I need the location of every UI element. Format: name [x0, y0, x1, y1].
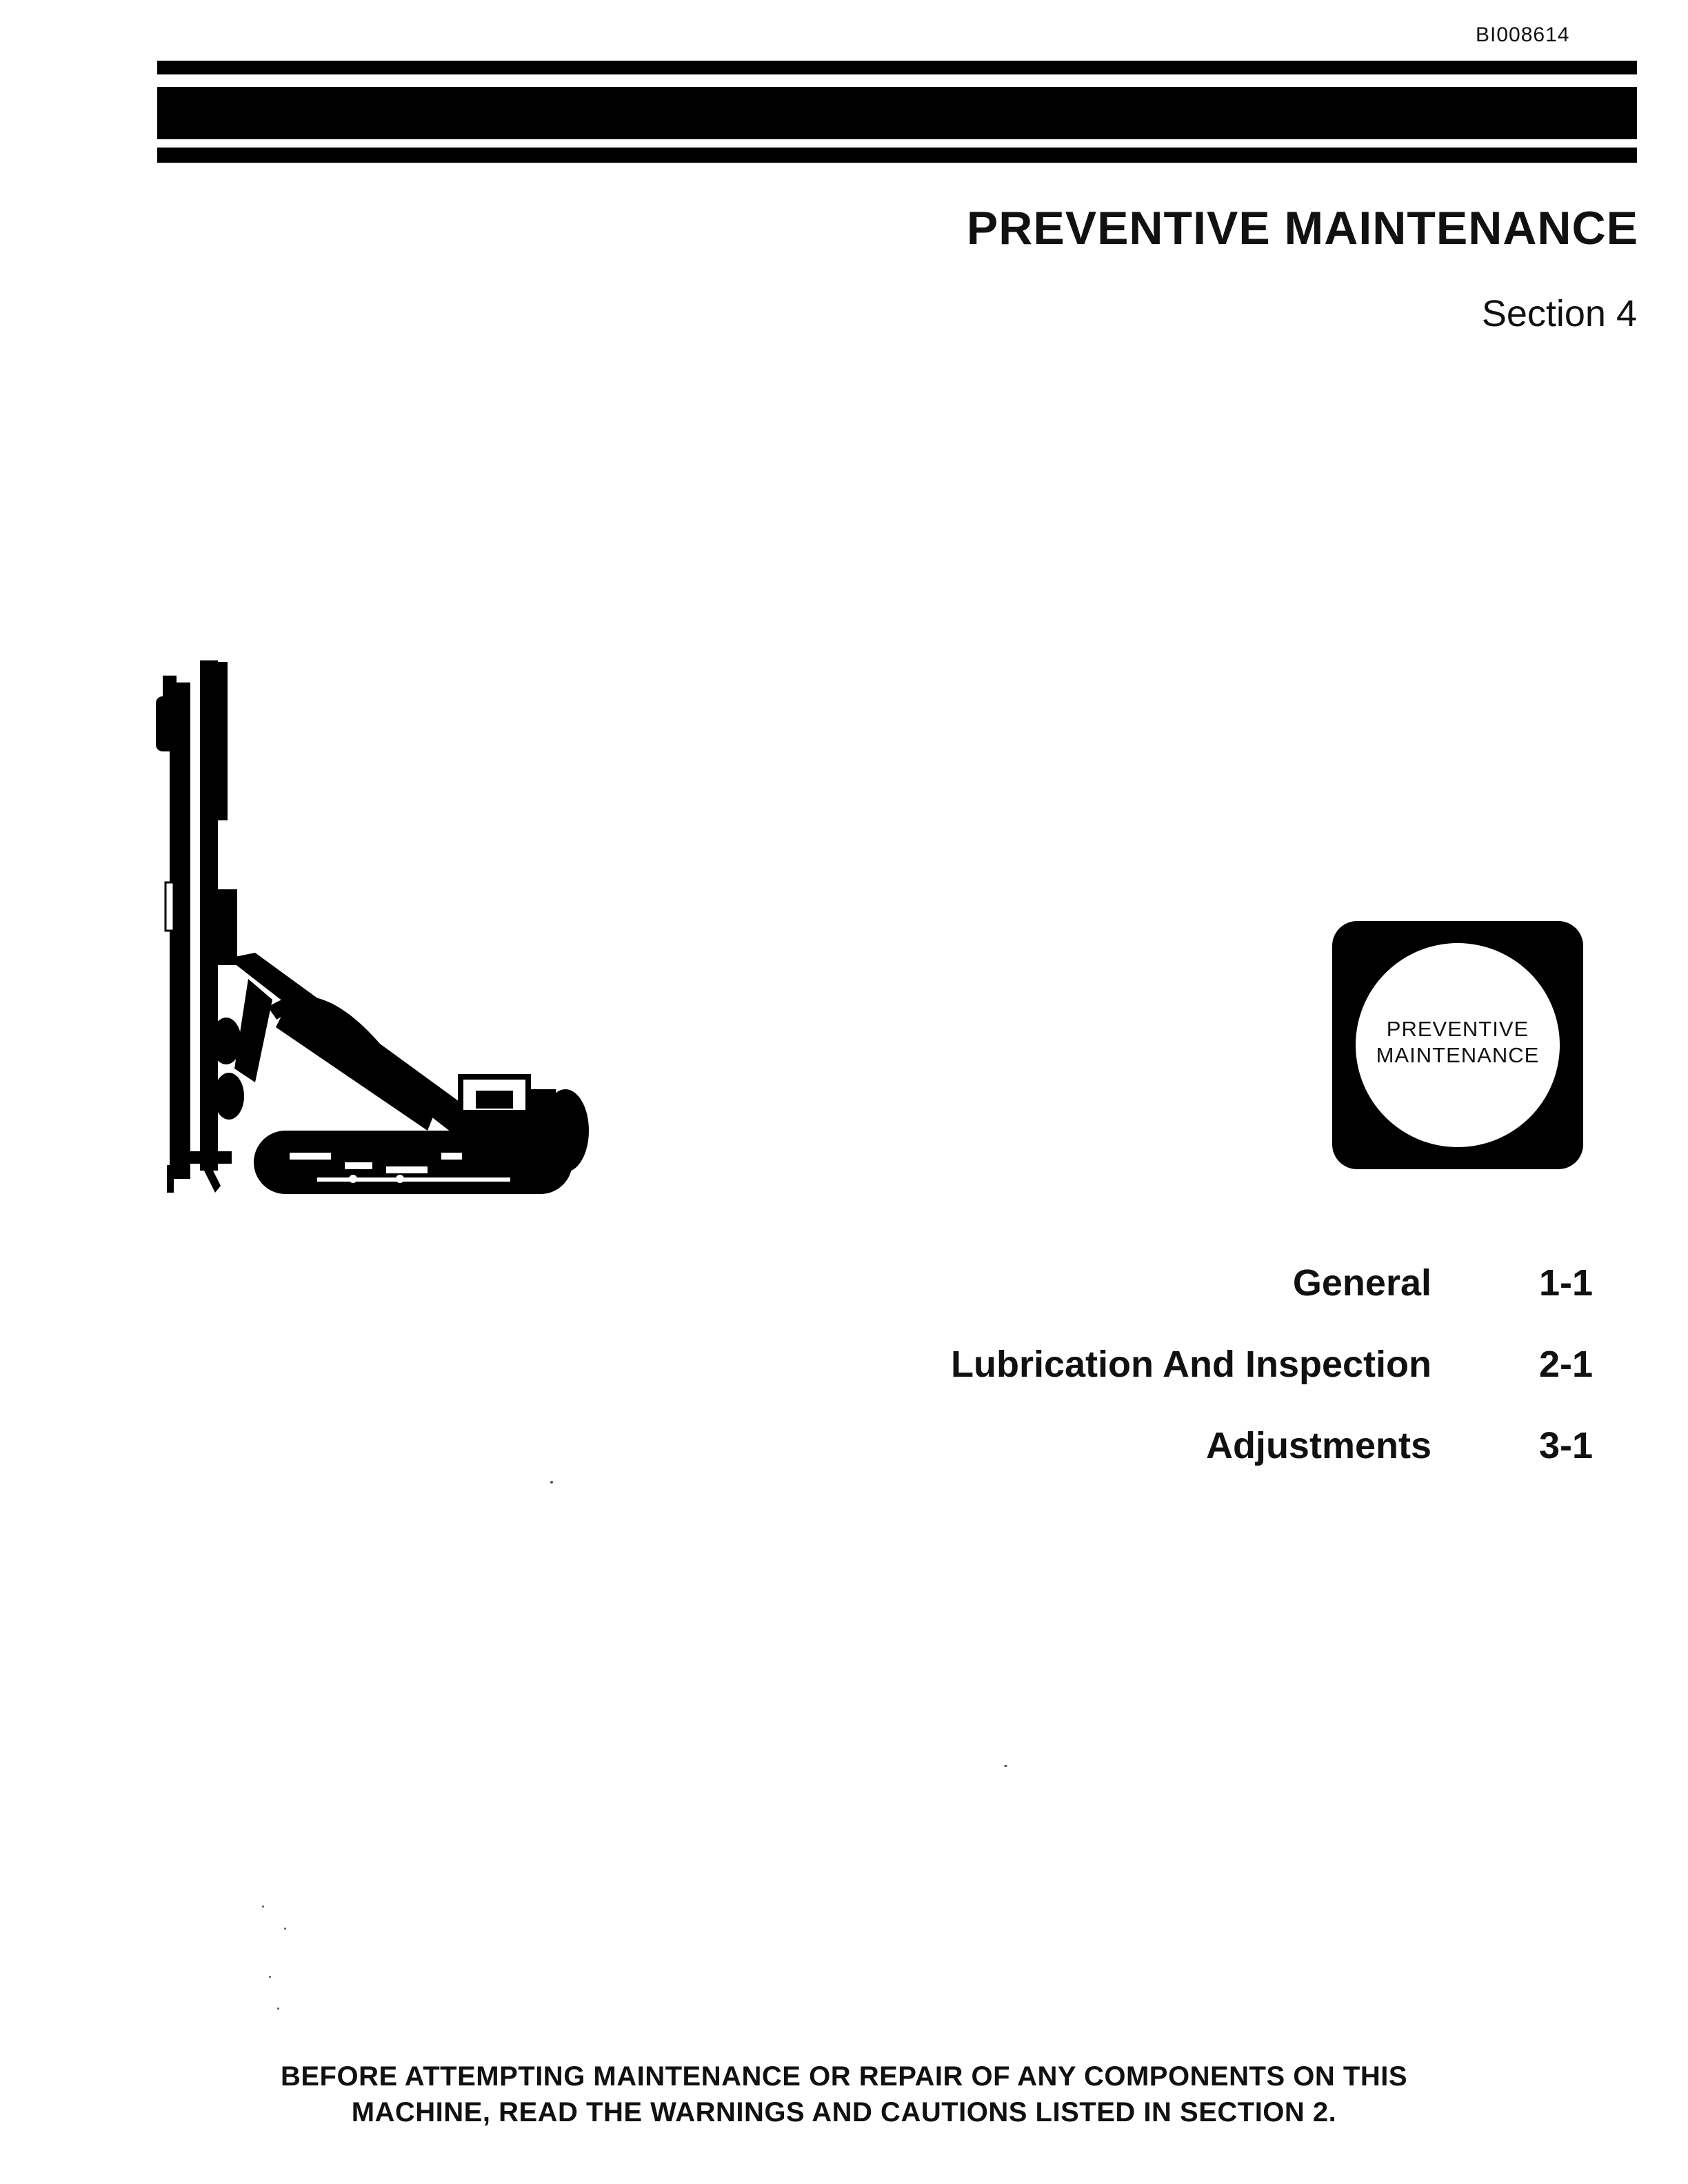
- header-rule-top: [157, 61, 1637, 74]
- preventive-maintenance-badge-icon: [1332, 921, 1583, 1169]
- toc-entry-general: [827, 1262, 1593, 1343]
- toc-entry-label: Lubrication And Inspection: [951, 1344, 1431, 1385]
- toc-entry-page: 1-1: [1538, 1262, 1593, 1304]
- badge-text: [1356, 1016, 1560, 1069]
- toc-entry-page: 3-1: [1538, 1425, 1593, 1466]
- toc-entry-adjustments: [827, 1424, 1593, 1506]
- drill-rig-icon: [152, 655, 621, 1206]
- scan-speck: [269, 1976, 271, 1978]
- toc-entry-page: 2-1: [1538, 1344, 1593, 1385]
- badge-line-1: PREVENTIVE: [1386, 1017, 1529, 1041]
- section-label: Section 4: [1481, 293, 1637, 334]
- page-title: PREVENTIVE MAINTENANCE: [966, 202, 1638, 254]
- document-id: BI008614: [1476, 23, 1570, 46]
- toc-entry-label: Adjustments: [1205, 1425, 1431, 1466]
- footer-warning-line-1: BEFORE ATTEMPTING MAINTENANCE OR REPAIR OF ANY COMPONENTS ON THIS: [280, 2061, 1408, 2092]
- scan-speck: [277, 2008, 279, 2010]
- scan-speck: [262, 1905, 264, 1908]
- scan-speck: [1004, 1765, 1007, 1767]
- footer-warning: [0, 2059, 1688, 2130]
- toc-entry-label: General: [1292, 1262, 1431, 1304]
- badge-circle: [1356, 943, 1560, 1147]
- header-rule-band: [157, 87, 1637, 139]
- toc-entry-lubrication: [827, 1343, 1593, 1424]
- scan-speck: [550, 1481, 553, 1484]
- scan-speck: [284, 1928, 286, 1930]
- badge-line-2: MAINTENANCE: [1376, 1043, 1540, 1067]
- footer-warning-line-2: MACHINE, READ THE WARNINGS AND CAUTIONS LISTED IN SECTION 2.: [351, 2097, 1337, 2127]
- table-of-contents: [827, 1262, 1593, 1506]
- header-rule-bottom: [157, 148, 1637, 163]
